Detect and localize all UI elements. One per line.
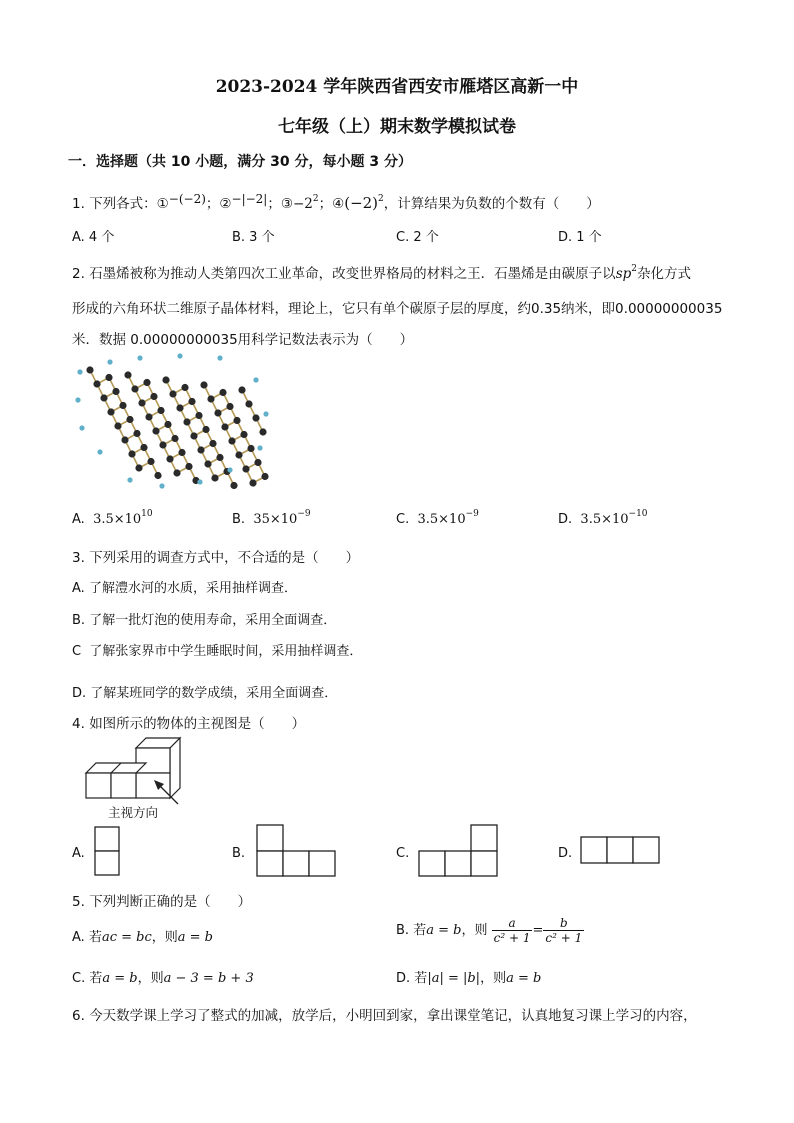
graphene-atom	[254, 459, 261, 466]
graphene-atom	[112, 388, 119, 395]
graphene-atom	[195, 412, 202, 419]
q1-option-b: B. 3 个	[232, 230, 275, 245]
graphene-hydrogen	[77, 369, 82, 374]
graphene-atom	[249, 479, 256, 486]
graphene-atom	[131, 385, 138, 392]
graphene-atom	[235, 451, 242, 458]
graphene-atom	[202, 426, 209, 433]
graphene-hydrogen	[137, 355, 142, 360]
graphene-hydrogen	[217, 355, 222, 360]
graphene-atom	[188, 398, 195, 405]
q3-option-d: D. 了解某班同学的数学成绩，采用全面调查．	[72, 686, 338, 701]
graphene-figure	[70, 352, 280, 498]
graphene-atom	[209, 440, 216, 447]
q5-option-c: C. 若a = b，则a − 3 = b + 3	[72, 971, 254, 986]
q4-stem: 4. 如图所示的物体的主视图是（ ）	[72, 716, 306, 732]
q2-text1b: 杂化方式	[637, 266, 691, 282]
graphene-atom	[150, 393, 157, 400]
q5-option-b: B. 若a = b，则 $\frac{a}{\text{c² + 1}}$ = $\frac{b}{\text{c² + 1}}$	[396, 916, 583, 945]
graphene-atom	[219, 389, 226, 396]
graphene-atom	[185, 463, 192, 470]
graphene-atom	[181, 384, 188, 391]
graphene-atom	[128, 450, 135, 457]
graphene-atom	[93, 380, 100, 387]
graphene-atom	[143, 379, 150, 386]
q1-option-c: C. 2 个	[396, 230, 439, 245]
q2-sp-exp: 2	[631, 264, 637, 274]
q2-line2: 形成的六角环状二维原子晶体材料，理论上，它只有单个碳原子层的厚度，约0.35纳米，即0.00000000035	[72, 301, 723, 317]
graphene-atom	[190, 432, 197, 439]
q1-expr4-exp: 2	[378, 194, 384, 204]
graphene-atom	[114, 422, 121, 429]
q2-option-b: B. $35\times 10^{-9}$	[232, 509, 311, 527]
graphene-atom	[183, 418, 190, 425]
graphene-atom	[245, 400, 252, 407]
q1-expr3: −2	[292, 196, 313, 212]
q2-option-d: D. $3.5\times 10^{-10}$	[558, 509, 648, 527]
graphene-atom	[164, 421, 171, 428]
q2-number: 2.	[72, 266, 85, 282]
q1-expr3-exp: 2	[312, 194, 319, 204]
graphene-atom	[200, 381, 207, 388]
graphene-atom	[259, 428, 266, 435]
q6-stem: 6. 今天数学课上学习了整式的加减，放学后，小明回到家，拿出课堂笔记，认真地复习课上学习的内容，	[72, 1008, 697, 1024]
q3-option-b: B. 了解一批灯泡的使用寿命，采用全面调查．	[72, 613, 337, 628]
graphene-atom	[138, 399, 145, 406]
graphene-atom	[176, 404, 183, 411]
q5-b-fraction-right: $\frac{b}{\text{c² + 1}}$	[545, 916, 583, 945]
q4-figure-label: 主视方向	[108, 805, 159, 820]
graphene-atom	[228, 437, 235, 444]
graphene-hydrogen	[257, 445, 262, 450]
q1-sep3: ；④	[318, 196, 345, 212]
graphene-hydrogen	[227, 467, 232, 472]
q1-tail: ，计算结果为负数的个数有（ ）	[383, 196, 600, 212]
graphene-atom	[126, 416, 133, 423]
graphene-atom	[207, 395, 214, 402]
graphene-atom	[121, 436, 128, 443]
q3-stem: 3. 下列采用的调查方式中，不合适的是（ ）	[72, 550, 360, 566]
q4-option-a-label: A.	[72, 846, 85, 861]
q1-number: 1.	[72, 196, 85, 212]
graphene-atom	[140, 444, 147, 451]
graphene-atom	[119, 402, 126, 409]
graphene-atom	[221, 423, 228, 430]
q4-option-d-label: D.	[558, 846, 573, 861]
q4-option-b-figure	[256, 824, 338, 878]
section-heading: 一．选择题（共 10 小题，满分 30 分，每小题 3 分）	[68, 154, 412, 170]
graphene-hydrogen	[197, 479, 202, 484]
q4-option-d-figure	[580, 836, 664, 866]
q4-option-c-figure	[418, 824, 500, 878]
graphene-atom	[145, 413, 152, 420]
graphene-atom	[226, 403, 233, 410]
graphene-hydrogen	[177, 353, 182, 358]
q1-lead: 下列各式：①	[89, 196, 169, 212]
graphene-hydrogen	[263, 411, 268, 416]
q5-stem: 5. 下列判断正确的是（ ）	[72, 894, 252, 910]
graphene-atom	[214, 409, 221, 416]
graphene-atom	[152, 427, 159, 434]
q1-sep2: ；③	[267, 196, 293, 212]
graphene-atom	[261, 473, 268, 480]
q3-option-c: C 了解张家界市中学生睡眠时间，采用抽样调查．	[72, 644, 363, 659]
graphene-atom	[86, 366, 93, 373]
question-1	[72, 192, 600, 212]
graphene-atom	[204, 460, 211, 467]
q4-option-a-figure	[94, 826, 122, 878]
q4-option-c-label: C.	[396, 846, 410, 861]
graphene-atom	[159, 441, 166, 448]
graphene-atom	[124, 371, 131, 378]
graphene-hydrogen	[159, 483, 164, 488]
graphene-atom	[162, 376, 169, 383]
q2-sp: sp	[615, 266, 632, 282]
q2-option-c: C. $3.5\times 10^{-9}$	[396, 509, 479, 527]
graphene-atom	[107, 408, 114, 415]
graphene-atom	[178, 449, 185, 456]
graphene-atom	[242, 465, 249, 472]
graphene-atom	[169, 390, 176, 397]
graphene-atom	[157, 407, 164, 414]
graphene-atom	[135, 464, 142, 471]
graphene-atom	[166, 455, 173, 462]
graphene-atom	[247, 445, 254, 452]
q2-line3: 米．数据 0.00000000035用科学记数法表示为（ ）	[72, 332, 414, 348]
q2-option-a: A. $3.5\times 10^{10}$	[72, 509, 153, 527]
q2-line1	[72, 262, 691, 282]
graphene-atom	[105, 374, 112, 381]
graphene-hydrogen	[97, 449, 102, 454]
exam-title-line1: 2023-2024 学年陕西省西安市雁塔区高新一中	[215, 77, 579, 97]
graphene-atom	[171, 435, 178, 442]
graphene-atom	[211, 474, 218, 481]
graphene-atom	[173, 469, 180, 476]
q3-option-a: A. 了解澧水河的水质，采用抽样调查．	[72, 581, 297, 596]
q4-option-b-label: B.	[232, 846, 246, 861]
graphene-atom	[133, 430, 140, 437]
q1-expr4: (−2)	[344, 194, 379, 212]
q1-expr1: −(−2)	[168, 192, 206, 206]
q5-b-fraction-left: $\frac{a}{\text{c² + 1}}$	[493, 916, 531, 945]
exam-title-line2: 七年级（上）期末数学模拟试卷	[278, 117, 516, 137]
graphene-atom	[230, 482, 237, 489]
graphene-hydrogen	[79, 425, 84, 430]
graphene-hydrogen	[127, 477, 132, 482]
q1-option-d: D. 1 个	[558, 230, 602, 245]
graphene-atom	[233, 417, 240, 424]
q1-expr2: −|−2|	[231, 192, 268, 206]
graphene-atom	[240, 431, 247, 438]
graphene-hydrogen	[253, 377, 258, 382]
graphene-atom	[154, 472, 161, 479]
graphene-hydrogen	[75, 397, 80, 402]
graphene-hydrogen	[107, 359, 112, 364]
q1-option-a: A. 4 个	[72, 230, 115, 245]
q1-sep1: ；②	[205, 196, 232, 212]
graphene-atom	[238, 386, 245, 393]
graphene-atom	[216, 454, 223, 461]
graphene-atom	[100, 394, 107, 401]
q5-option-a: A. 若ac = bc，则a = b	[72, 930, 213, 945]
graphene-atom	[252, 414, 259, 421]
graphene-atom	[197, 446, 204, 453]
q2-text1a: 石墨烯被称为推动人类第四次工业革命，改变世界格局的材料之王．石墨烯是由碳原子以	[89, 266, 616, 282]
graphene-atom	[147, 458, 154, 465]
q5-option-d: D. 若|a| = |b|，则a = b	[396, 971, 542, 986]
